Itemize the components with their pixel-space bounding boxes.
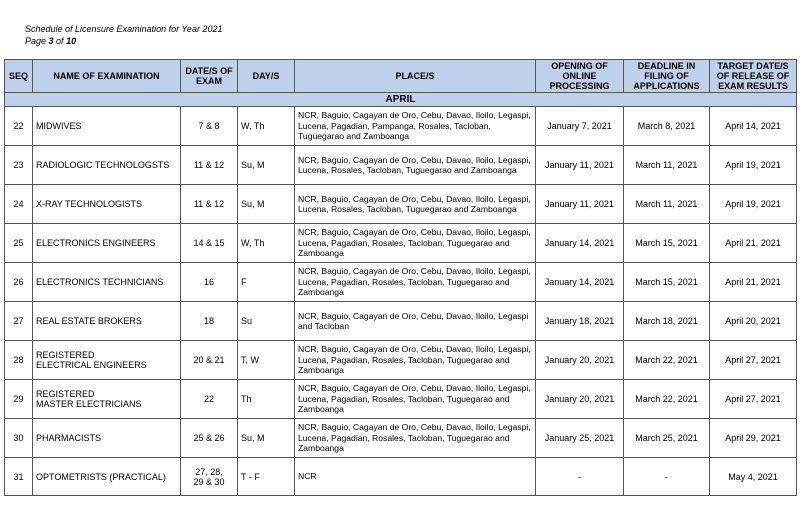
col-header-seq: SEQ	[5, 60, 33, 93]
opening-cell: January 20, 2021	[536, 380, 624, 419]
deadline-cell: March 25, 2021	[624, 419, 710, 458]
col-header-name: NAME OF EXAMINATION	[33, 60, 181, 93]
opening-cell: January 20, 2021	[536, 341, 624, 380]
table-row	[5, 302, 797, 341]
seq-cell: 26	[5, 263, 33, 302]
seq-cell: 31	[5, 458, 33, 496]
exam-dates-cell: 20 & 21	[181, 341, 238, 380]
table-row	[5, 146, 797, 185]
seq-cell: 27	[5, 302, 33, 341]
col-header-target: TARGET DATE/S OF RELEASE OF EXAM RESULTS	[710, 60, 797, 93]
places-cell: NCR, Baguio, Cagayan de Oro, Cebu, Davao, Iloilo, Legaspi, Lucena, Pagadian, Rosales, Tacloban, Tuguegarao and Zamboanga	[295, 419, 536, 458]
target-cell: April 29, 2021	[710, 419, 797, 458]
opening-cell: January 11, 2021	[536, 185, 624, 224]
opening-cell: January 14, 2021	[536, 224, 624, 263]
places-cell: NCR, Baguio, Cagayan de Oro, Cebu, Davao, Iloilo, Legaspi, Lucena, Pagadian, Pampanga, Rosales, Tacloban, Tuguegarao and Zamboanga	[295, 107, 536, 146]
exam-dates-cell: 16	[181, 263, 238, 302]
exam-name-cell: ELECTRONICS ENGINEERS	[33, 224, 181, 263]
seq-cell: 25	[5, 224, 33, 263]
exam-dates-cell: 22	[181, 380, 238, 419]
places-cell: NCR	[295, 458, 536, 496]
exam-days-cell: W, Th	[238, 224, 295, 263]
seq-cell: 24	[5, 185, 33, 224]
opening-cell: January 14, 2021	[536, 263, 624, 302]
exam-days-cell: Su	[238, 302, 295, 341]
exam-days-cell: T, W	[238, 341, 295, 380]
deadline-cell: March 15, 2021	[624, 263, 710, 302]
target-cell: April 19, 2021	[710, 185, 797, 224]
places-cell: NCR, Baguio, Cagayan de Oro, Cebu, Davao, Iloilo, Legaspi, Lucena, Pagadian, Rosales, Tacloban, Tuguegarao and Zamboanga	[295, 341, 536, 380]
places-cell: NCR, Baguio, Cagayan de Oro, Cebu, Davao, Iloilo, Legaspi and Tacloban	[295, 302, 536, 341]
target-cell: April 20, 2021	[710, 302, 797, 341]
target-cell: May 4, 2021	[710, 458, 797, 496]
target-cell: April 21, 2021	[710, 224, 797, 263]
seq-cell: 22	[5, 107, 33, 146]
seq-cell: 30	[5, 419, 33, 458]
table-row	[5, 458, 797, 496]
seq-cell: 28	[5, 341, 33, 380]
exam-name-cell: RADIOLOGIC TECHNOLOGSTS	[33, 146, 181, 185]
places-cell: NCR, Baguio, Cagayan de Oro, Cebu, Davao, Iloilo, Legaspi, Lucena, Pagadian, Rosales, Tacloban, Tuguegarao and Zamboanga	[295, 380, 536, 419]
seq-cell: 29	[5, 380, 33, 419]
target-cell: April 14, 2021	[710, 107, 797, 146]
exam-name-cell: X-RAY TECHNOLOGISTS	[33, 185, 181, 224]
exam-name-cell: REAL ESTATE BROKERS	[33, 302, 181, 341]
places-cell: NCR, Baguio, Cagayan de Oro, Cebu, Davao, Iloilo, Legaspi, Lucena, Rosales, Tacloban, Tuguegarao and Zamboanga	[295, 185, 536, 224]
table-row	[5, 419, 797, 458]
document-title: Schedule of Licensure Examination for Year 2021	[25, 24, 223, 34]
target-cell: April 27, 2021	[710, 380, 797, 419]
target-cell: April 27, 2021	[710, 341, 797, 380]
exam-name-cell: PHARMACISTS	[33, 419, 181, 458]
places-cell: NCR, Baguio, Cagayan de Oro, Cebu, Davao, Iloilo, Legaspi, Lucena, Pagadian, Rosales, Tacloban, Tuguegarao and Zamboanga	[295, 224, 536, 263]
table-row	[5, 263, 797, 302]
places-cell: NCR, Baguio, Cagayan de Oro, Cebu, Davao, Iloilo, Legaspi, Lucena, Rosales, Tacloban, Tuguegarao and Zamboanga	[295, 146, 536, 185]
col-header-days: DAY/S	[238, 60, 295, 93]
deadline-cell: March 8, 2021	[624, 107, 710, 146]
document-header	[25, 23, 222, 47]
exam-days-cell: Su, M	[238, 419, 295, 458]
page-indicator: Page 3 of 10	[25, 36, 77, 46]
target-cell: April 19, 2021	[710, 146, 797, 185]
table-row	[5, 380, 797, 419]
exam-dates-cell: 25 & 26	[181, 419, 238, 458]
opening-cell: January 18, 2021	[536, 302, 624, 341]
opening-cell: January 11, 2021	[536, 146, 624, 185]
page-total: 10	[66, 36, 77, 46]
month-row	[5, 93, 797, 107]
exam-name-cell: OPTOMETRISTS (PRACTICAL)	[33, 458, 181, 496]
exam-dates-cell: 11 & 12	[181, 146, 238, 185]
table-row	[5, 341, 797, 380]
table-row	[5, 224, 797, 263]
exam-name-cell: REGISTERED MASTER ELECTRICIANS	[33, 380, 181, 419]
seq-cell: 23	[5, 146, 33, 185]
exam-days-cell: F	[238, 263, 295, 302]
deadline-cell: March 15, 2021	[624, 224, 710, 263]
table-header-row	[5, 60, 797, 93]
exam-dates-cell: 11 & 12	[181, 185, 238, 224]
col-header-opening: OPENING OF ONLINE PROCESSING	[536, 60, 624, 93]
exam-days-cell: W, Th	[238, 107, 295, 146]
exam-days-cell: Su, M	[238, 146, 295, 185]
col-header-dates: DATE/S OF EXAM	[181, 60, 238, 93]
exam-dates-cell: 27, 28, 29 & 30	[181, 458, 238, 496]
exam-name-cell: REGISTERED ELECTRICAL ENGINEERS	[33, 341, 181, 380]
deadline-cell: March 11, 2021	[624, 146, 710, 185]
table-row	[5, 185, 797, 224]
exam-dates-cell: 18	[181, 302, 238, 341]
opening-cell: January 7, 2021	[536, 107, 624, 146]
col-header-places: PLACE/S	[295, 60, 536, 93]
col-header-deadline: DEADLINE IN FILING OF APPLICATIONS	[624, 60, 710, 93]
opening-cell: -	[536, 458, 624, 496]
opening-cell: January 25, 2021	[536, 419, 624, 458]
exam-schedule-table	[4, 59, 797, 496]
exam-days-cell: Su, M	[238, 185, 295, 224]
deadline-cell: March 22, 2021	[624, 341, 710, 380]
deadline-cell: March 18, 2021	[624, 302, 710, 341]
month-label: APRIL	[5, 93, 797, 107]
exam-name-cell: MIDWIVES	[33, 107, 181, 146]
places-cell: NCR, Baguio, Cagayan de Oro, Cebu, Davao, Iloilo, Legaspi, Lucena, Pagadian, Rosales, Tacloban, Tuguegarao and Zamboanga	[295, 263, 536, 302]
target-cell: April 21, 2021	[710, 263, 797, 302]
exam-days-cell: T - F	[238, 458, 295, 496]
exam-name-cell: ELECTRONICS TECHNICIANS	[33, 263, 181, 302]
page-number: 3	[48, 36, 54, 46]
deadline-cell: March 11, 2021	[624, 185, 710, 224]
exam-dates-cell: 7 & 8	[181, 107, 238, 146]
exam-dates-cell: 14 & 15	[181, 224, 238, 263]
table-row	[5, 107, 797, 146]
deadline-cell: -	[624, 458, 710, 496]
exam-days-cell: Th	[238, 380, 295, 419]
deadline-cell: March 22, 2021	[624, 380, 710, 419]
